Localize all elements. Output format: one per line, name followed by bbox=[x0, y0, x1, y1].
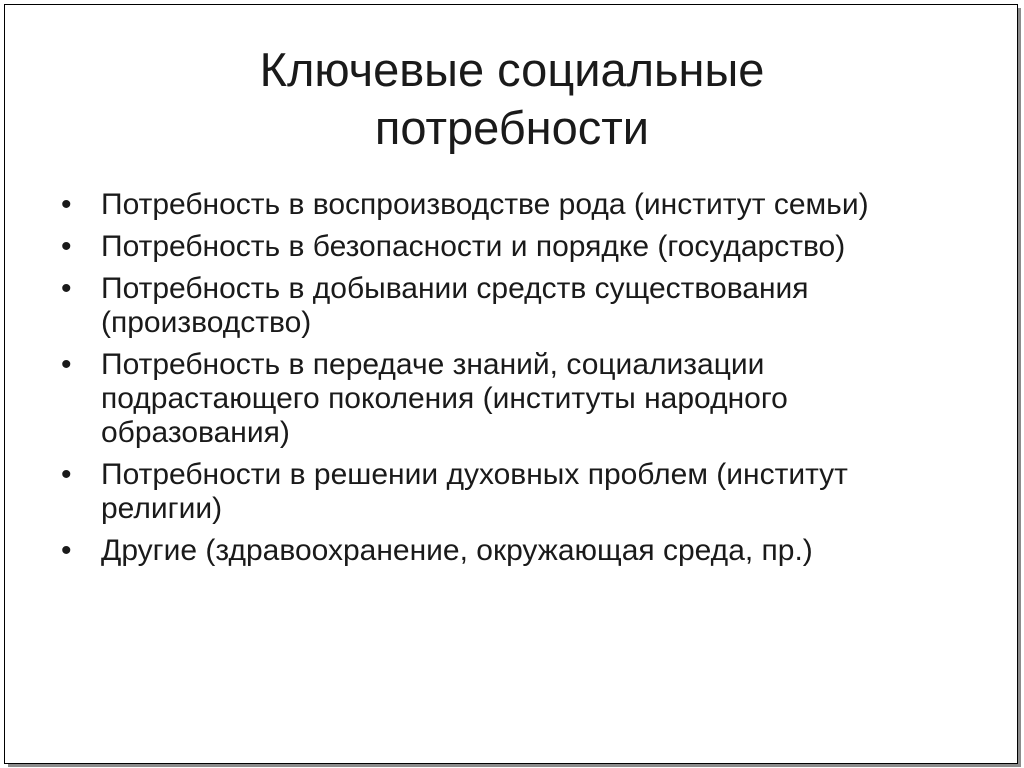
slide-shadow-bottom bbox=[8, 764, 1021, 767]
slide bbox=[4, 4, 1018, 764]
bullet-list bbox=[61, 188, 961, 576]
bullet-text: Потребность в передаче знаний, социализации подрастающего поколения (институты народного образования) bbox=[101, 348, 788, 449]
bullet-item bbox=[61, 348, 961, 450]
bullet-item bbox=[61, 534, 961, 568]
bullet-icon: • bbox=[61, 458, 72, 491]
bullet-text: Потребность в добывании средств существования (производство) bbox=[101, 272, 809, 339]
slide-title-line-2: потребности bbox=[374, 101, 650, 154]
bullet-item bbox=[61, 188, 961, 222]
bullet-icon: • bbox=[61, 348, 72, 381]
bullet-icon: • bbox=[61, 534, 72, 567]
bullet-text: Потребности в решении духовных проблем (институт религии) bbox=[101, 458, 848, 525]
bullet-text: Другие (здравоохранение, окружающая среда, пр.) bbox=[101, 534, 813, 567]
bullet-text: Потребность в безопасности и порядке (государство) bbox=[101, 230, 846, 263]
bullet-text: Потребность в воспроизводстве рода (институт семьи) bbox=[101, 188, 869, 221]
bullet-icon: • bbox=[61, 230, 72, 263]
bullet-icon: • bbox=[61, 272, 72, 305]
bullet-item bbox=[61, 230, 961, 264]
bullet-item bbox=[61, 272, 961, 340]
bullet-icon: • bbox=[61, 188, 72, 221]
slide-title-line-1: Ключевые социальные bbox=[259, 43, 765, 96]
bullet-item bbox=[61, 458, 961, 526]
slide-title bbox=[5, 41, 1019, 157]
